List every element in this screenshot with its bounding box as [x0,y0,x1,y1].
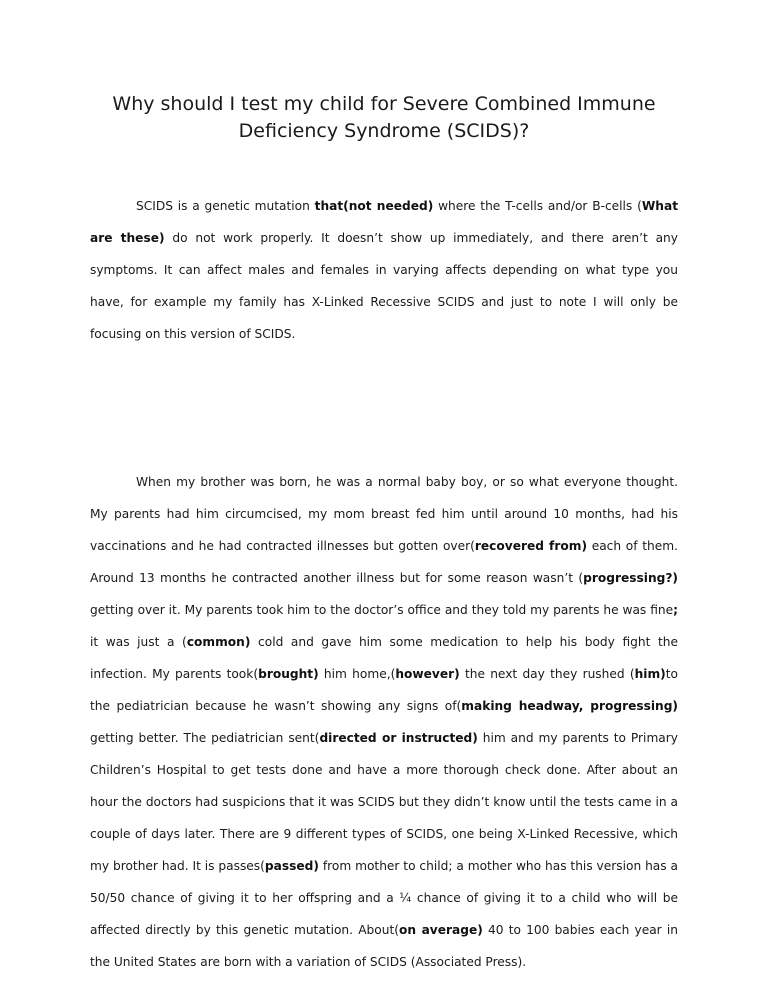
text-run: it was just a ( [90,635,187,649]
text-run: the next day they rushed ( [459,667,635,681]
correction-note: that(not needed) [314,199,434,213]
document-title: Why should I test my child for Severe Combined Immune Deficiency Syndrome (SCIDS)? [112,93,656,142]
text-run: from mother to child; a mother who has this version has a 50/50 chance of giving it to her offspring and a ¼ chance of giving it to a child who will be affected directly by this genetic mutation. About( [90,859,678,937]
text-run: do not work properly. It doesn’t show up immediately, and there aren’t any symptoms. It can affect males and females in varying affects depending on what type you have, for example my family has X-Linked Recessive SCIDS and just to note I will only be focusing on this version of SCIDS. [90,231,678,341]
text-run: When my brother was born, he was a normal baby boy, or so what everyone thought. My parents had him circumcised, my mom breast fed him until around 10 months, had his vaccinations and he had contracted illnesses but gotten over( [90,475,678,553]
text-run: getting over it. My parents took him to the doctor’s office and they told my parents he was fine [90,603,674,617]
text-run: getting better. The pediatrician sent( [90,731,320,745]
correction-note: however) [395,667,460,681]
correction-note: passed) [264,859,319,873]
correction-note: directed or instructed) [319,731,478,745]
correction-note: brought) [258,667,319,681]
correction-note: progressing?) [583,571,678,585]
text-run: where the T-cells and/or B-cells ( [433,199,642,213]
correction-note: him) [634,667,666,681]
text-run: each of them. Around 13 months he contracted another illness but for some reason wasn’t ( [90,539,678,585]
paragraph-1 [90,190,678,350]
correction-note: common) [186,635,251,649]
correction-note: on average) [398,923,483,937]
text-run: cold and gave him some medication to help his body fight the infection. My parents took( [90,635,678,681]
correction-note: recovered from) [474,539,588,553]
correction-note: ; [673,603,678,617]
text-run: him home,( [318,667,396,681]
text-run: him and my parents to Primary Children’s Hospital to get tests done and have a more thorough check done. After about an hour the doctors had suspicions that it was SCIDS but they didn’t know until the tests came in a couple of days later. There are 9 different types of SCIDS, one being X-Linked Recessive, which my brother had. It is passes( [90,731,679,873]
paragraph-2 [90,466,678,978]
text-run: to the pediatrician because he wasn’t showing any signs of( [90,667,678,713]
correction-note: making headway, progressing) [461,699,678,713]
text-run: SCIDS is a genetic mutation [136,199,315,213]
text-run: 40 to 100 babies each year in the United States are born with a variation of SCIDS (Associated Press). [90,923,678,969]
correction-note: What are these) [90,199,679,245]
